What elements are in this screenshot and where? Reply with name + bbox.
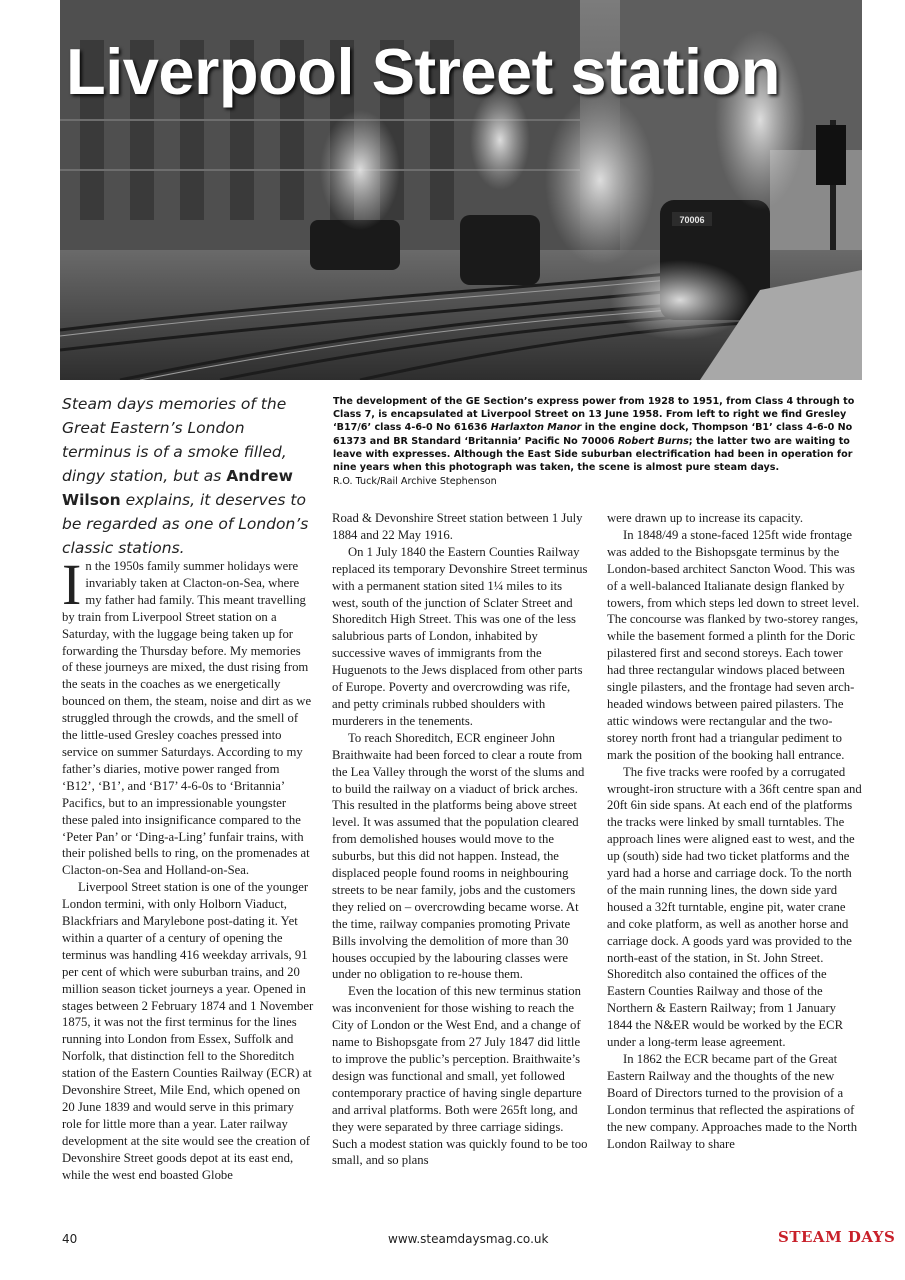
body-paragraph: The five tracks were roofed by a corrugated wrought-iron structure with a 36ft centre span and 20ft 6in side spans. At each end of the platforms the tracks were linked by small turntables. The approach lines were aligned east to west, and the up (south) side had two ticket platforms and the yard had a horse and carriage dock. To the north of the main running lines, the down side yard housed a 32ft turntable, engine pit, water crane and coke platform, as well as another horse and carriage dock. A goods yard was provided to the north-east of the station, in St. John Street. Shoreditch also contained the offices of the Eastern Counties Railway and those of the Northern & Eastern Railway; from 1 January 1844 the N&ER would be worked by the ECR under a long-term lease agreement. — [607, 764, 862, 1050]
paragraph-text: n the 1950s family summer holidays were invariably taken at Clacton-on-Sea, where my father had family. This meant travelling by train from Liverpool Street station on a Saturday, with the luggage being taken up for forwarding the Thursday before. My memories of these journeys are mixed, the dust rising from the seats in the coaches as we energetically bounced on them, the steam, noise and dirt as we struggled through the crowds, and the smell of the little-used Gresley coaches pressed into service on summer Saturdays. According to my father’s diaries, motive power ranged from ‘B12’, ‘B1’, and ‘B17’ 4-6-0s to ‘Britannia’ Pacifics, but to an impressionable youngster these paled into insignificance compared to the ‘Peter Pan’ or ‘Ding-a-Ling’ funfair trains, with their polished bells to ring, on the promenades at Clacton-on-Sea and Holland-on-Sea. — [62, 559, 312, 878]
standfirst-intro: Steam days memories of the Great Eastern’s London terminus is of a smoke filled, dingy station, but as — [62, 395, 287, 485]
photo-caption — [333, 395, 865, 488]
caption-loco-name-1: Harlaxton Manor — [490, 422, 582, 434]
body-paragraph: Liverpool Street station is one of the younger London termini, with only Holborn Viaduct, Blackfriars and Marylebone post-dating it. Yet within a quarter of a century of opening the terminus was handling 416 weekday arrivals, 91 per cent of which were suburban trains, and 20 million season ticket journeys a year. Opened in stages between 2 February 1874 and 1 November 1875, it was not the first terminus for the lines running into London from Essex, Suffolk and Norfolk, that distinction fell to the Shoreditch station of the Eastern Counties Railway (ECR) at Devonshire Street, Mile End, which opened on 20 June 1839 and would serve in this primary role for little more than a year. Later railway development at the site would see the creation of Devonshire Street goods depot at its east end, while the west end boasted Globe — [62, 880, 314, 1182]
hero-photo — [60, 0, 862, 380]
magazine-logo: STEAM DAYS — [778, 1228, 896, 1246]
body-column-1 — [62, 552, 314, 1184]
caption-text-1: The development of the GE Section’s express power from 1928 to 1951, from Class 4 through to Class 7, is encapsulated at Liverpool Street on 13 June 1958. From left to right we find Gresley ‘B17/6’ class 4-6-0 No 61636 — [333, 396, 855, 434]
body-paragraph: On 1 July 1840 the Eastern Counties Railway replaced its temporary Devonshire Street terminus with a permanent station sited 1¼ miles to its west, south of the junction of Sclater Street and Shoreditch High Street. This was one of the less salubrious parts of London, inhabited by successive waves of immigrants from the Huguenots to the Jews displaced from other parts of Europe. Poverty and overcrowding was rife, and petty criminals rubbed shoulders with murderers in the tenements. — [332, 544, 588, 728]
caption-text-2: in the engine dock, Thompson ‘B1’ class 4-6-0 No 61373 and BR Standard ‘Britannia’ Pacific No 70006 — [333, 422, 853, 447]
loco-number-plate: 70006 — [679, 215, 705, 225]
body-paragraph: Even the location of this new terminus station was inconvenient for those wishing to reach the City of London or the West End, and a change of name to Bishopsgate from 27 July 1847 did little to improve the public’s perception. Braithwaite’s design was functional and small, yet followed contemporary practice of having single departure and arrival platforms. Both were 265ft long, and they were separated by three carriage sidings. Such a modest station was quickly found to be too small, and so plans — [332, 984, 588, 1168]
body-paragraph: To reach Shoreditch, ECR engineer John Braithwaite had been forced to clear a route from the Lea Valley through the worst of the slums and to build the railway on a viaduct of brick arches. This resulted in the platforms being above street level. It was assumed that the population cleared from demolished houses would move to the suburbs, but this did not happen. Instead, the displaced people found rooms in neighbouring streets to be near family, jobs and the customers they relied on – overcrowding became worse. At the time, railway companies promoting Private Bills involving the demolition of more than 30 houses occupied by the labouring classes were under no obligation to re-house them. — [332, 730, 585, 982]
standfirst-outro: explains, it deserves to be regarded as one of London’s classic stations. — [62, 491, 309, 557]
standfirst — [62, 392, 312, 560]
body-paragraph: were drawn up to increase its capacity. — [607, 511, 804, 525]
drop-cap: I — [62, 552, 82, 617]
body-paragraph: Road & Devonshire Street station between 1 July 1884 and 22 May 1916. — [332, 511, 583, 542]
body-paragraph: In 1848/49 a stone-faced 125ft wide frontage was added to the Bishopsgate terminus by the London-based architect Sancton Wood. This was of a well-balanced Italianate design flanked by towers, from which steps led down to street level. The concourse was flanked by two-storey ranges, while the basement formed a plinth for the Doric pilastered first and second storeys. Each tower had three rectangular windows placed between single pilasters, and the frontage had seven arch-headed windows between paired pilasters. The attic windows were rectangular and the two-storey north front had a triangular pediment to mark the position of the booking hall entrance. — [607, 527, 860, 762]
author-name: Andrew Wilson — [62, 467, 293, 509]
body-paragraph — [62, 552, 314, 879]
body-paragraph: In 1862 the ECR became part of the Great Eastern Railway and the thoughts of the new Board of Directors turned to the provision of a London terminus that reflected the aspirations of the new company. Approaches made to the North London Railway to share — [607, 1052, 858, 1151]
caption-text-3: ; the latter two are waiting to leave with expresses. Although the East Side suburban electrification had been in operation for nine years when this photograph was taken, the scene is almost pure steam days. — [333, 435, 853, 474]
photo-credit: R.O. Tuck/Rail Archive Stephenson — [333, 476, 497, 488]
caption-loco-name-2: Robert Burns — [617, 435, 689, 447]
website-link[interactable]: www.steamdaysmag.co.uk — [388, 1232, 549, 1246]
page-number: 40 — [62, 1232, 78, 1246]
body-column-2 — [332, 510, 590, 1169]
body-column-3 — [607, 510, 863, 1152]
page-title: Liverpool Street station — [66, 35, 780, 108]
